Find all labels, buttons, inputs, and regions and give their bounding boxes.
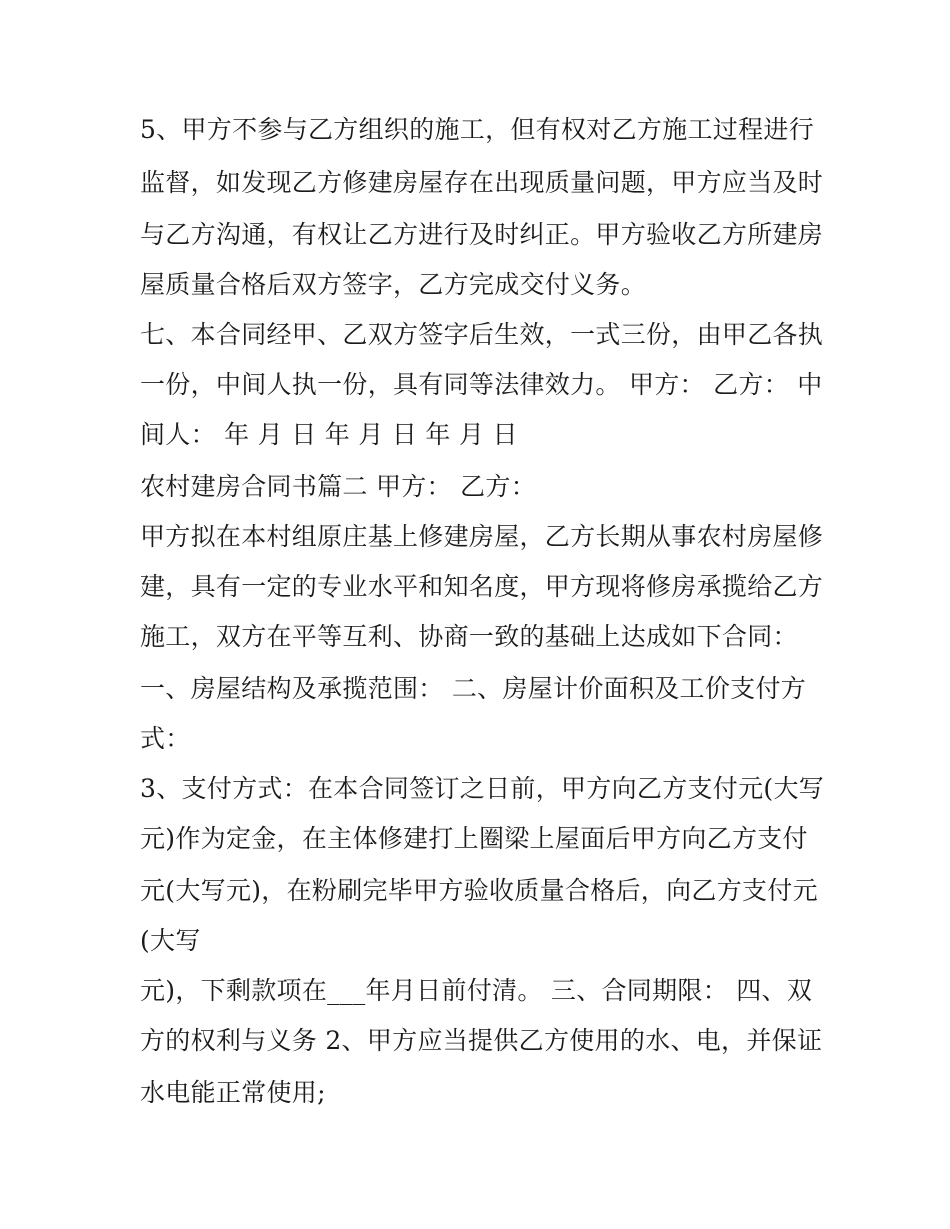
text-line: 屋质量合格后双方签字，乙方完成交付义务。 bbox=[140, 270, 647, 299]
text-line: 施工，双方在平等互利、协商一致的基础上达成如下合同： bbox=[140, 622, 798, 651]
text-line: 式： bbox=[140, 724, 191, 753]
text-line: 农村建房合同书篇二 甲方： 乙方： bbox=[140, 472, 536, 501]
text-line: 方的权利与义务 2、甲方应当提供乙方使用的水、电，并保证 bbox=[140, 1026, 823, 1055]
text-line: 水电能正常使用; bbox=[140, 1078, 326, 1107]
text-line: 间人： 年 月 日 年 月 日 年 月 日 bbox=[140, 420, 518, 449]
text-line: 七、本合同经甲、乙双方签字后生效，一式三份，由甲乙各执 bbox=[140, 320, 824, 349]
text-line: 元)作为定金，在主体修建打上圈梁上屋面后甲方向乙方支付 bbox=[140, 824, 808, 853]
text-line: 甲方拟在本村组原庄基上修建房屋，乙方长期从事农村房屋修 bbox=[140, 522, 824, 551]
text-line: 元(大写元)，在粉刷完毕甲方验收质量合格后，向乙方支付元 bbox=[140, 876, 818, 905]
text-line: 一份，中间人执一份，具有同等法律效力。 甲方： 乙方： 中 bbox=[140, 370, 823, 399]
text-line: 元)，下剩款项在___年月日前付清。 三、合同期限： 四、双 bbox=[140, 976, 813, 1005]
text-line: (大写 bbox=[140, 926, 201, 955]
text-line: 建，具有一定的专业水平和知名度，甲方现将修房承揽给乙方 bbox=[140, 572, 824, 601]
text-line: 监督，如发现乙方修建房屋存在出现质量问题，甲方应当及时 bbox=[140, 168, 824, 197]
text-line: 3、支付方式：在本合同签订之日前，甲方向乙方支付元(大写 bbox=[140, 774, 825, 803]
text-line: 与乙方沟通，有权让乙方进行及时纠正。甲方验收乙方所建房 bbox=[140, 220, 824, 249]
text-line: 5、甲方不参与乙方组织的施工，但有权对乙方施工过程进行 bbox=[140, 115, 815, 144]
text-line: 一、房屋结构及承揽范围： 二、房屋计价面积及工价支付方 bbox=[140, 674, 807, 703]
